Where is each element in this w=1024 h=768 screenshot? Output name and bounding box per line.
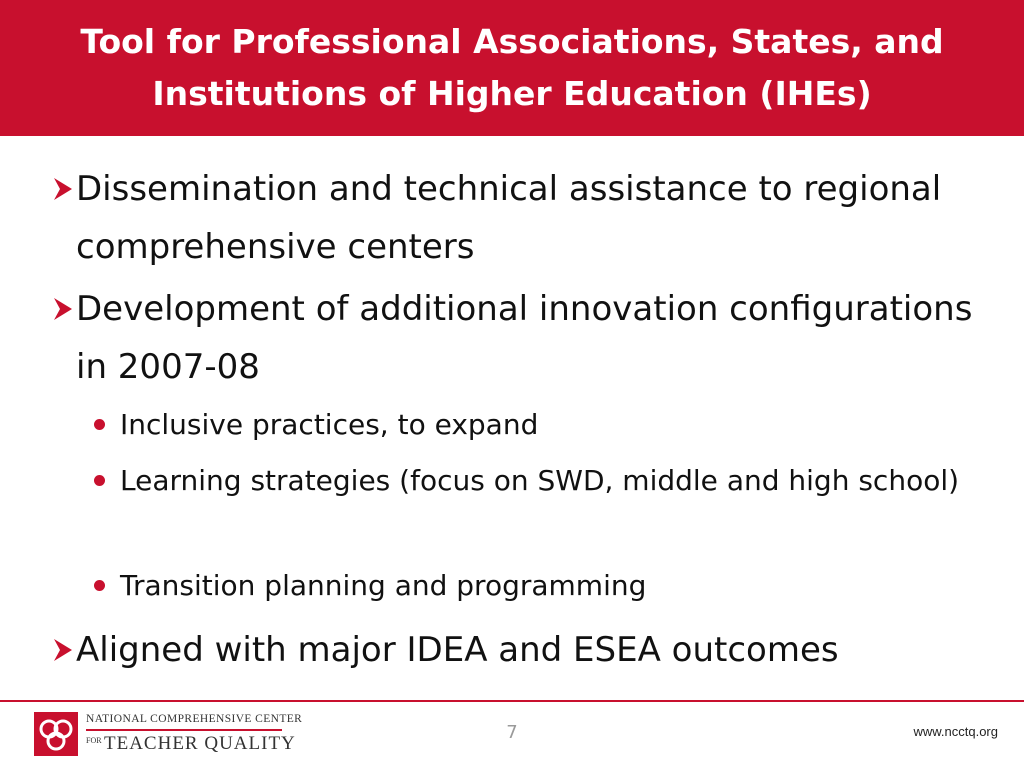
logo-line1: NATIONAL COMPREHENSIVE CENTER [86,713,303,725]
dot-bullet-icon [94,475,105,486]
bullet-text: Inclusive practices, to expand [120,408,539,441]
arrow-bullet-icon [52,637,74,663]
arrow-bullet-icon [52,296,74,322]
knot-logo-icon [34,712,78,756]
bullet-text: Dissemination and technical assistance to regional comprehensive centers [76,169,942,267]
bullet-text: Learning strategies (focus on SWD, middle and high school) [120,464,960,497]
logo-rule [86,729,282,731]
dot-bullet-icon [94,419,105,430]
page-number: 7 [506,722,518,743]
slide-title: Tool for Professional Associations, States, and Institutions of Higher Education (IHEs) [80,22,944,113]
ncctq-logo [34,712,303,756]
arrow-bullet-icon [52,176,74,202]
bullet-level2-2 [94,458,974,504]
logo-line2: TEACHER QUALITY [104,733,296,754]
bullet-text: Transition planning and programming [120,569,647,602]
bullet-level1-1 [52,160,992,276]
bullet-level2-3 [94,563,974,609]
footer-divider [0,700,1024,702]
bullet-level2-1 [94,402,974,448]
bullet-text: Development of additional innovation configurations in 2007-08 [76,289,973,387]
logo-for: FOR [86,736,102,745]
bullet-level1-3 [52,621,992,679]
dot-bullet-icon [94,580,105,591]
footer-url[interactable]: www.ncctq.org [913,724,998,739]
bullet-text: Aligned with major IDEA and ESEA outcomes [76,630,839,670]
title-bar [0,0,1024,136]
bullet-level1-2 [52,280,992,396]
